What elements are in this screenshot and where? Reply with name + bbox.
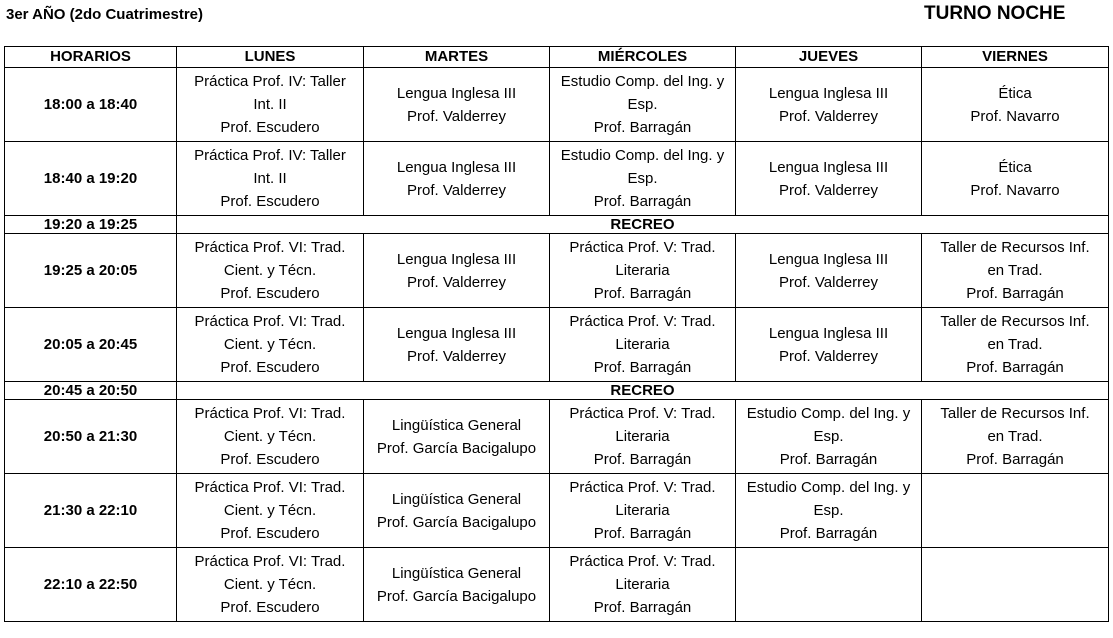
break-row — [5, 216, 1109, 234]
column-header-horarios: HORARIOS — [5, 47, 177, 68]
subject-line: Lengua Inglesa III — [396, 324, 517, 342]
subject-line: en Trad. — [987, 336, 1043, 353]
subject-line: Esp. — [813, 428, 844, 445]
subject-line: Práctica Prof. VI: Trad. — [194, 553, 346, 570]
professor-name: Prof. Escudero — [220, 193, 320, 210]
class-cell-viernes — [922, 142, 1109, 216]
class-cell-martes — [364, 142, 550, 216]
schedule-table — [4, 46, 1109, 622]
subject-line: Práctica Prof. VI: Trad. — [194, 405, 346, 422]
class-cell-jueves — [736, 68, 922, 142]
professor-name: Prof. Barragán — [593, 451, 692, 468]
class-cell-martes — [364, 548, 550, 622]
professor-name: Prof. Barragán — [779, 525, 878, 542]
table-row — [5, 234, 1109, 308]
subject-line: Práctica Prof. IV: Taller — [194, 73, 346, 90]
class-cell-miercoles — [550, 68, 736, 142]
class-cell-viernes — [922, 548, 1109, 622]
professor-name: Prof. Valderrey — [779, 181, 878, 199]
subject-line: Esp. — [627, 170, 658, 187]
professor-name: Prof. Escudero — [220, 285, 320, 302]
class-cell-viernes — [922, 400, 1109, 474]
professor-name: Prof. Valderrey — [407, 273, 506, 291]
class-cell-lunes — [177, 142, 364, 216]
header-row — [5, 47, 1109, 68]
subject-line: Cient. y Técn. — [223, 262, 317, 279]
class-cell-jueves — [736, 234, 922, 308]
professor-name: Prof. García Bacigalupo — [376, 587, 537, 605]
professor-name: Prof. Barragán — [593, 119, 692, 136]
subject-line: Lengua Inglesa III — [768, 158, 889, 176]
class-cell-lunes — [177, 400, 364, 474]
class-cell-viernes — [922, 68, 1109, 142]
subject-line: Práctica Prof. V: Trad. — [569, 553, 716, 570]
subject-line: Taller de Recursos Inf. — [940, 313, 1090, 330]
class-cell-viernes — [922, 308, 1109, 382]
subject-line: Taller de Recursos Inf. — [940, 239, 1090, 256]
subject-line: Estudio Comp. del Ing. y — [746, 479, 911, 496]
subject-line: Práctica Prof. IV: Taller — [194, 147, 346, 164]
subject-line: Lengua Inglesa III — [396, 158, 517, 176]
professor-name: Prof. Barragán — [966, 359, 1064, 376]
table-row — [5, 548, 1109, 622]
subject-line: Literaria — [615, 262, 670, 279]
subject-line: Lengua Inglesa III — [396, 250, 517, 268]
time-slot: 22:10 a 22:50 — [5, 548, 177, 622]
professor-name: Prof. Escudero — [220, 525, 320, 542]
shift-label: TURNO NOCHE — [924, 3, 1066, 24]
subject-line: Lengua Inglesa III — [768, 250, 889, 268]
table-row — [5, 68, 1109, 142]
column-header-lunes: LUNES — [177, 47, 364, 68]
subject-line: Cient. y Técn. — [223, 428, 317, 445]
time-slot: 20:50 a 21:30 — [5, 400, 177, 474]
subject-line: en Trad. — [987, 428, 1043, 445]
subject-line: Taller de Recursos Inf. — [940, 405, 1090, 422]
professor-name: Prof. Barragán — [593, 599, 692, 616]
professor-name: Prof. Barragán — [779, 451, 878, 468]
column-header-martes: MARTES — [364, 47, 550, 68]
class-cell-jueves — [736, 474, 922, 548]
column-header-miercoles: MIÉRCOLES — [550, 47, 736, 68]
time-slot: 18:00 a 18:40 — [5, 68, 177, 142]
subject-line: Literaria — [615, 428, 670, 445]
professor-name: Prof. Valderrey — [407, 347, 506, 365]
subject-line: Práctica Prof. V: Trad. — [569, 313, 716, 330]
subject-line: Esp. — [813, 502, 844, 519]
time-slot: 19:25 a 20:05 — [5, 234, 177, 308]
professor-name: Prof. Escudero — [220, 599, 320, 616]
class-cell-viernes — [922, 234, 1109, 308]
professor-name: Prof. García Bacigalupo — [376, 513, 537, 531]
professor-name: Prof. Barragán — [966, 285, 1064, 302]
subject-line: Lingüística General — [391, 564, 522, 582]
professor-name: Prof. Barragán — [593, 285, 692, 302]
subject-line: Lengua Inglesa III — [768, 84, 889, 102]
column-header-viernes: VIERNES — [922, 47, 1109, 68]
professor-name: Prof. Escudero — [220, 359, 320, 376]
break-row — [5, 382, 1109, 400]
class-cell-martes — [364, 400, 550, 474]
class-cell-martes — [364, 234, 550, 308]
professor-name: Prof. Valderrey — [407, 181, 506, 199]
subject-line: Estudio Comp. del Ing. y — [560, 147, 725, 164]
subject-line: Cient. y Técn. — [223, 336, 317, 353]
break-label: RECREO — [177, 382, 1109, 400]
professor-name: Prof. Barragán — [593, 525, 692, 542]
subject-line: Lengua Inglesa III — [396, 84, 517, 102]
table-row — [5, 400, 1109, 474]
time-slot: 19:20 a 19:25 — [5, 216, 177, 234]
subject-line: Cient. y Técn. — [223, 576, 317, 593]
schedule-body — [5, 68, 1109, 622]
subject-line: Ética — [998, 84, 1032, 102]
table-row — [5, 142, 1109, 216]
professor-name: Prof. García Bacigalupo — [376, 439, 537, 457]
professor-name: Prof. Navarro — [970, 107, 1060, 125]
professor-name: Prof. Navarro — [970, 181, 1060, 199]
subject-line: Práctica Prof. V: Trad. — [569, 479, 716, 496]
subject-line: Int. II — [253, 96, 287, 113]
subject-line: Práctica Prof. V: Trad. — [569, 405, 716, 422]
professor-name: Prof. Barragán — [966, 451, 1064, 468]
subject-line: Literaria — [615, 576, 670, 593]
break-label: RECREO — [177, 216, 1109, 234]
time-slot: 20:05 a 20:45 — [5, 308, 177, 382]
professor-name: Prof. Valderrey — [779, 273, 878, 291]
subject-line: Estudio Comp. del Ing. y — [746, 405, 911, 422]
class-cell-viernes — [922, 474, 1109, 548]
class-cell-martes — [364, 474, 550, 548]
column-header-jueves: JUEVES — [736, 47, 922, 68]
professor-name: Prof. Escudero — [220, 451, 320, 468]
subject-line: Cient. y Técn. — [223, 502, 317, 519]
class-cell-jueves — [736, 400, 922, 474]
document-title: 3er AÑO (2do Cuatrimestre) — [6, 6, 203, 23]
subject-line: Ética — [998, 158, 1032, 176]
class-cell-miercoles — [550, 308, 736, 382]
class-cell-miercoles — [550, 474, 736, 548]
subject-line: Literaria — [615, 502, 670, 519]
class-cell-lunes — [177, 548, 364, 622]
professor-name: Prof. Valderrey — [407, 107, 506, 125]
class-cell-miercoles — [550, 548, 736, 622]
class-cell-jueves — [736, 548, 922, 622]
subject-line: Lengua Inglesa III — [768, 324, 889, 342]
subject-line: Int. II — [253, 170, 287, 187]
class-cell-lunes — [177, 234, 364, 308]
subject-line: Práctica Prof. VI: Trad. — [194, 239, 346, 256]
table-row — [5, 308, 1109, 382]
class-cell-martes — [364, 68, 550, 142]
subject-line: Práctica Prof. V: Trad. — [569, 239, 716, 256]
subject-line: Lingüística General — [391, 416, 522, 434]
class-cell-jueves — [736, 308, 922, 382]
class-cell-jueves — [736, 142, 922, 216]
professor-name: Prof. Valderrey — [779, 347, 878, 365]
time-slot: 18:40 a 19:20 — [5, 142, 177, 216]
professor-name: Prof. Barragán — [593, 359, 692, 376]
subject-line: Literaria — [615, 336, 670, 353]
class-cell-lunes — [177, 68, 364, 142]
professor-name: Prof. Escudero — [220, 119, 320, 136]
class-cell-miercoles — [550, 142, 736, 216]
table-row — [5, 474, 1109, 548]
professor-name: Prof. Barragán — [593, 193, 692, 210]
subject-line: en Trad. — [987, 262, 1043, 279]
class-cell-lunes — [177, 474, 364, 548]
subject-line: Esp. — [627, 96, 658, 113]
time-slot: 21:30 a 22:10 — [5, 474, 177, 548]
subject-line: Práctica Prof. VI: Trad. — [194, 479, 346, 496]
class-cell-miercoles — [550, 400, 736, 474]
professor-name: Prof. Valderrey — [779, 107, 878, 125]
class-cell-lunes — [177, 308, 364, 382]
subject-line: Práctica Prof. VI: Trad. — [194, 313, 346, 330]
subject-line: Lingüística General — [391, 490, 522, 508]
time-slot: 20:45 a 20:50 — [5, 382, 177, 400]
class-cell-martes — [364, 308, 550, 382]
class-cell-miercoles — [550, 234, 736, 308]
subject-line: Estudio Comp. del Ing. y — [560, 73, 725, 90]
